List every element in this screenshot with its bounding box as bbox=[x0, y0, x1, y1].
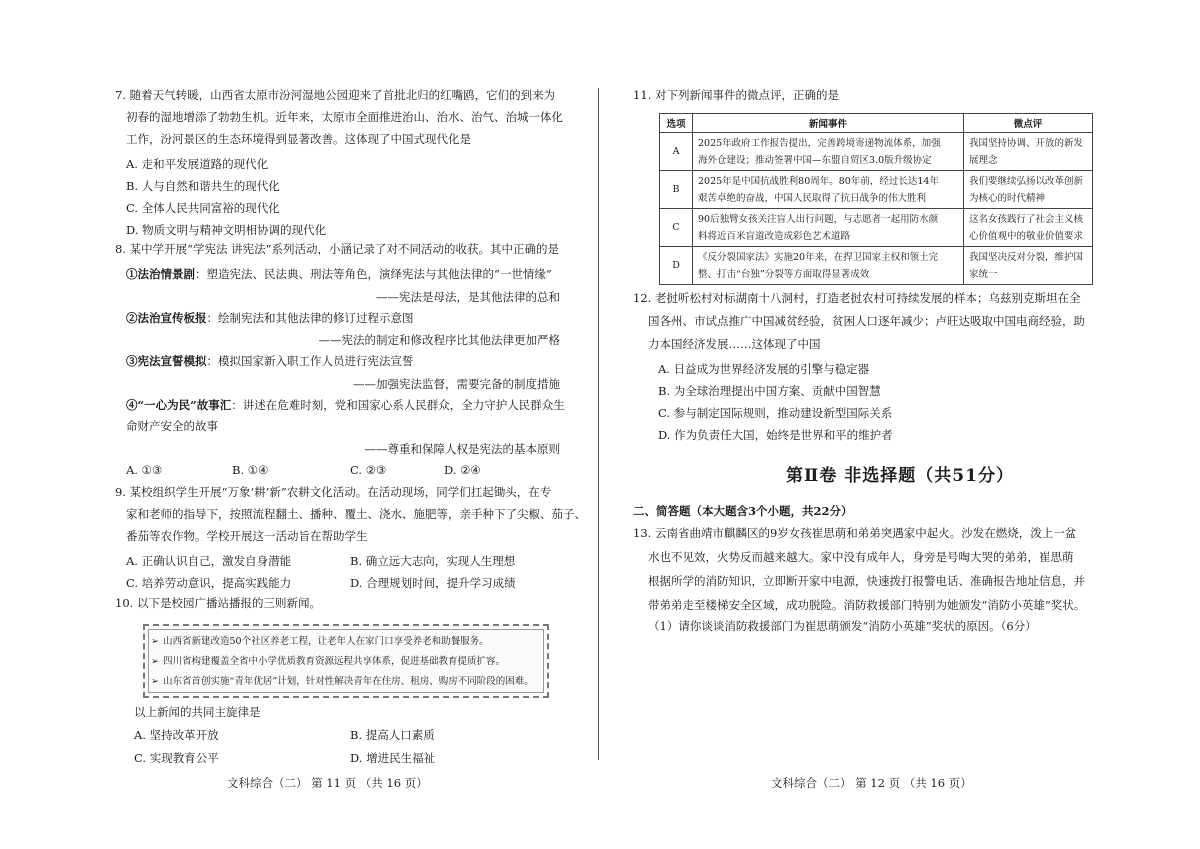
left-page-footer: 文科综合（二） 第 11 页 （共 16 页） bbox=[227, 776, 428, 790]
event-line: 整、打击“台独”分裂等方面取得显著成效 bbox=[698, 268, 870, 280]
row-comment bbox=[964, 171, 1093, 209]
event-line: 《反分裂国家法》实施20年来，在捍卫国家主权和领土完 bbox=[698, 251, 939, 263]
q8-option-a: A. ①③ bbox=[126, 463, 163, 477]
q7-stem-line-1: 7. 随着天气转暖，山西省太原市汾河湿地公园迎来了首批北归的红嘴鸥，它们的到来为 bbox=[115, 88, 556, 102]
q13-stem-line-2: 水也不见效，火势反而越来越大。家中没有成年人，身旁是号啕大哭的弟弟，崔思萌 bbox=[648, 550, 1074, 564]
q8-item-4 bbox=[126, 397, 565, 413]
section-title: 第Ⅱ卷 非选择题（共51分） bbox=[786, 466, 1014, 486]
row-event bbox=[693, 171, 964, 209]
q9-option-b: B. 确立远大志向，实现人生理想 bbox=[350, 554, 516, 568]
q12-stem-line-2: 国各州、市试点推广中国减贫经验，贫困人口逐年减少；卢旺达吸取中国电商经验，助 bbox=[648, 314, 1085, 328]
q12-option-d: D. 作为负责任大国，始终是世界和平的维护者 bbox=[658, 428, 893, 442]
comment-line: 展理念 bbox=[969, 154, 998, 166]
q9-option-d: D. 合理规划时间，提升学习成绩 bbox=[350, 576, 516, 590]
q10-stem: 10. 以下是校园广播站播报的三则新闻。 bbox=[115, 596, 321, 610]
header-comment: 微点评 bbox=[964, 114, 1093, 133]
q8-item-1 bbox=[126, 266, 552, 282]
event-line: 2025年是中国抗战胜利80周年。80年前，经过长达14年 bbox=[698, 175, 939, 187]
q7-option-b: B. 人与自然和谐共生的现代化 bbox=[126, 179, 280, 193]
news-item-3-text: 山东省首创实施“青年优居”计划，针对性解决青年在住房、租房、购房不同阶段的困难。 bbox=[163, 676, 534, 687]
q9-option-a: A. 正确认识自己，激发自身潜能 bbox=[126, 554, 292, 568]
table-row bbox=[660, 171, 1093, 209]
comment-line: 我国坚持协调、开放的新发 bbox=[969, 137, 1084, 149]
row-letter: B bbox=[660, 171, 693, 209]
q8-stem: 8. 某中学开展“学宪法 讲宪法”系列活动，小涵记录了对不同活动的收获。其中正确的是 bbox=[115, 242, 560, 256]
table-row bbox=[660, 247, 1093, 285]
q8-item-4-conclusion: ——尊重和保障人权是宪法的基本原则 bbox=[364, 442, 560, 456]
news-box bbox=[143, 624, 549, 698]
q9-stem-line-2: 家和老师的指导下，按照流程翻土、播种、覆土、浇水、施肥等，亲手种下了尖椒、茄子、 bbox=[126, 507, 586, 521]
q7-stem-line-3: 工作，汾河景区的生态环境得到显著改善。这体现了中国式现代化是 bbox=[126, 132, 471, 146]
q8-item-4-head: ④“一心为民”故事汇 bbox=[126, 398, 232, 412]
q10-option-d: D. 增进民生福祉 bbox=[350, 751, 436, 765]
header-option: 选项 bbox=[660, 114, 693, 133]
news-item-1 bbox=[151, 633, 489, 647]
q8-item-1-conclusion: ——宪法是母法，是其他法律的总和 bbox=[376, 290, 560, 304]
q13-stem-line-3: 根据所学的消防知识，立即断开家中电源，快速拨打报警电话、准确报告地址信息，并 bbox=[648, 574, 1085, 588]
arrow-right-icon: ➢ bbox=[151, 676, 159, 687]
q13-stem-line-4: 带弟弟走至楼梯安全区域，成功脱险。消防救援部门特别为她颁发“消防小英雄”奖状。 bbox=[648, 598, 1086, 612]
comment-line: 我们要继续弘扬以改革创新 bbox=[969, 175, 1084, 187]
q13-sub-question-1: （1）请你谈谈消防救援部门为崔思萌颁发“消防小英雄”奖状的原因。（6分） bbox=[648, 619, 1037, 633]
row-event bbox=[693, 209, 964, 247]
q8-item-3-conclusion: ——加强宪法监督，需要完备的制度措施 bbox=[353, 377, 560, 391]
table-row bbox=[660, 133, 1093, 171]
row-event bbox=[693, 133, 964, 171]
comment-line: 为核心的时代精神 bbox=[969, 192, 1046, 204]
news-item-2 bbox=[151, 653, 505, 667]
table-row bbox=[660, 209, 1093, 247]
arrow-right-icon: ➢ bbox=[151, 656, 159, 667]
q12-option-c: C. 参与制定国际规则，推动建设新型国际关系 bbox=[658, 406, 893, 420]
q11-news-table bbox=[659, 113, 1093, 285]
q9-option-c: C. 培养劳动意识，提高实践能力 bbox=[126, 576, 292, 590]
right-page-footer: 文科综合（二） 第 12 页 （共 16 页） bbox=[771, 776, 972, 790]
event-line: 艰苦卓绝的奋战，中国人民取得了抗日战争的伟大胜利 bbox=[698, 192, 927, 204]
q7-option-c: C. 全体人民共同富裕的现代化 bbox=[126, 201, 280, 215]
q8-option-d: D. ②④ bbox=[444, 463, 481, 477]
news-item-2-text: 四川省构建覆盖全省中小学优质教育资源远程共享体系，促进基础教育提质扩容。 bbox=[163, 656, 506, 667]
row-comment bbox=[964, 209, 1093, 247]
q8-option-c: C. ②③ bbox=[350, 463, 387, 477]
q8-item-4-body: ：讲述在危难时刻，党和国家心系人民群众，全力守护人民群众生 bbox=[231, 398, 565, 412]
comment-line: 家统一 bbox=[969, 268, 998, 280]
table-header-row bbox=[660, 114, 1093, 133]
q11-stem: 11. 对下列新闻事件的微点评，正确的是 bbox=[633, 88, 839, 102]
arrow-right-icon: ➢ bbox=[151, 636, 159, 647]
q13-stem-line-1: 13. 云南省曲靖市麒麟区的9岁女孩崔思萌和弟弟突遇家中起火。沙发在燃烧，泼上一盆 bbox=[633, 526, 1077, 540]
q8-item-2-conclusion: ——宪法的制定和修改程序比其他法律更加严格 bbox=[318, 333, 560, 347]
q12-option-a: A. 日益成为世界经济发展的引擎与稳定器 bbox=[658, 362, 870, 376]
header-event: 新闻事件 bbox=[693, 114, 964, 133]
event-line: 海外仓建设；推动签署中国—东盟自贸区3.0版升级协定 bbox=[698, 154, 932, 166]
row-comment bbox=[964, 247, 1093, 285]
row-letter: D bbox=[660, 247, 693, 285]
q8-item-1-body: ：塑造宪法、民法典、刑法等角色，演绎宪法与其他法律的“一世情缘” bbox=[195, 267, 552, 281]
comment-line: 心价值观中的敬业价值要求 bbox=[969, 230, 1084, 242]
q7-stem-line-2: 初春的湿地增添了勃勃生机。近年来，太原市全面推进治山、治水、治气、治城一体化 bbox=[126, 110, 563, 124]
q9-stem-line-1: 9. 某校组织学生开展“万象‘耕’新”农耕文化活动。在活动现场，同学们扛起锄头，在专 bbox=[115, 485, 552, 499]
comment-line: 这名女孩践行了社会主义核 bbox=[969, 213, 1084, 225]
row-letter: C bbox=[660, 209, 693, 247]
q12-stem-line-1: 12. 老挝听松村对标湖南十八洞村，打造老挝农村可持续发展的样本；乌兹别克斯坦在全 bbox=[633, 291, 1081, 305]
sub-section-title: 二、简答题（本大题含3个小题，共22分） bbox=[633, 504, 853, 518]
q12-stem-line-3: 力本国经济发展……这体现了中国 bbox=[648, 337, 821, 351]
q7-option-d: D. 物质文明与精神文明相协调的现代化 bbox=[126, 223, 327, 237]
q8-item-4-body-cont: 命财产安全的故事 bbox=[126, 419, 218, 433]
event-line: 料将近百米盲道改造成彩色艺术道路 bbox=[698, 230, 851, 242]
news-item-1-text: 山西省新建改造50个社区养老工程，让老年人在家门口享受养老和助餐服务。 bbox=[163, 636, 489, 647]
news-item-3 bbox=[151, 673, 534, 687]
q8-item-2-body: ：绘制宪法和其他法律的修订过程示意图 bbox=[206, 311, 414, 325]
q10-question: 以上新闻的共同主旋律是 bbox=[134, 705, 261, 719]
event-line: 90后独臂女孩关注盲人出行问题，与志愿者一起用防水颜 bbox=[698, 213, 939, 225]
q9-stem-line-3: 番茄等农作物。学校开展这一活动旨在帮助学生 bbox=[126, 529, 368, 543]
q8-option-b: B. ①④ bbox=[232, 463, 269, 477]
q8-item-3-head: ③宪法宣誓模拟 bbox=[126, 354, 207, 368]
q10-option-c: C. 实现教育公平 bbox=[134, 751, 219, 765]
event-line: 2025年政府工作报告提出，完善跨境寄递物流体系，加强 bbox=[698, 137, 941, 149]
q8-item-3 bbox=[126, 353, 414, 369]
row-event bbox=[693, 247, 964, 285]
comment-line: 我国坚决反对分裂，维护国 bbox=[969, 251, 1084, 263]
row-letter: A bbox=[660, 133, 693, 171]
q8-item-1-head: ①法治情景剧 bbox=[126, 267, 195, 281]
q10-option-b: B. 提高人口素质 bbox=[350, 728, 435, 742]
q8-item-2-head: ②法治宣传板报 bbox=[126, 311, 207, 325]
q10-option-a: A. 坚持改革开放 bbox=[134, 728, 219, 742]
q8-item-2 bbox=[126, 310, 414, 326]
q7-option-a: A. 走和平发展道路的现代化 bbox=[126, 157, 269, 171]
q12-option-b: B. 为全球治理提出中国方案、贡献中国智慧 bbox=[658, 384, 881, 398]
row-comment bbox=[964, 133, 1093, 171]
q8-item-3-body: ：模拟国家新入职工作人员进行宪法宣誓 bbox=[206, 354, 414, 368]
